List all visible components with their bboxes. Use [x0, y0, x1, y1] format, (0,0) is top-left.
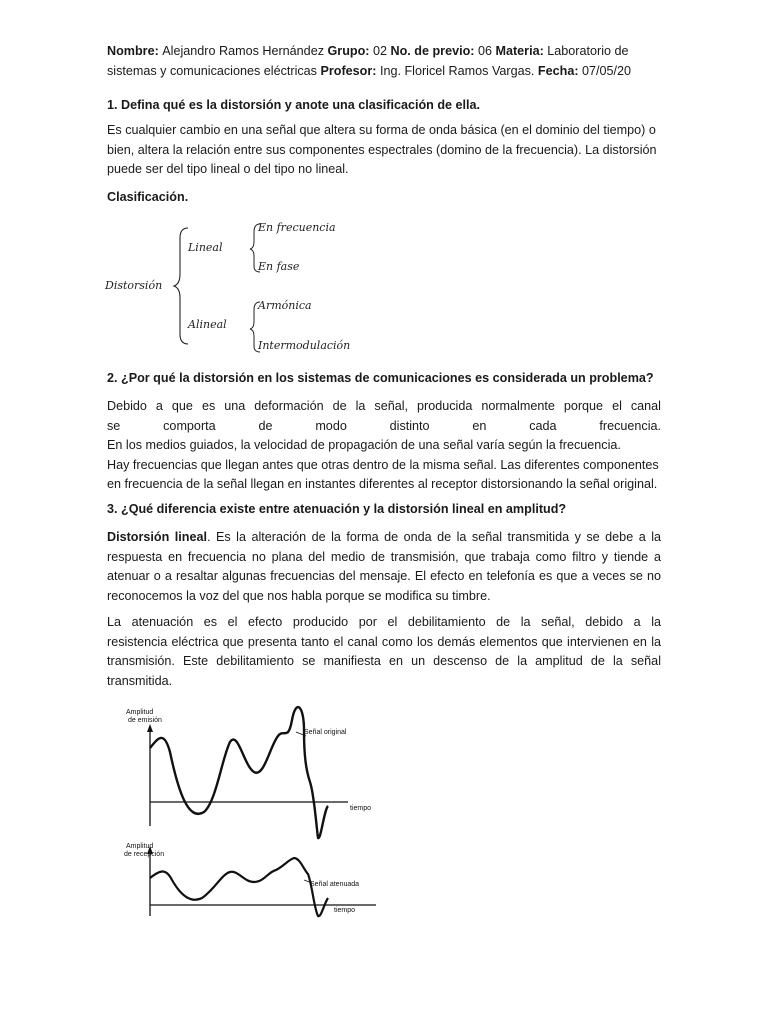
- answer-3-line: transmitida.: [107, 673, 173, 688]
- bottom-axis-label-recepcion: de recepción: [124, 851, 165, 858]
- bottom-curve-label: Señal atenuada: [310, 881, 360, 888]
- signal-attenuated-curve: [150, 858, 328, 916]
- question-1: 1. Defina qué es la distorsión y anote una clasificación de ella.: [107, 98, 481, 112]
- grupo-label: Grupo:: [327, 44, 370, 58]
- answer-1-line: puede ser del tipo lineal o del tipo no lineal.: [107, 162, 349, 176]
- tree-leaf-armonica: Armónica: [258, 299, 312, 312]
- answer-3-line: transmisión. Este debilitamiento se manifiesta en un descenso de la amplitud de la señal: [107, 654, 661, 668]
- answer-3-line: La atenuación es el efecto producido por el debilitamiento de la señal, debido a la: [107, 615, 661, 629]
- nombre-label: Nombre:: [107, 44, 159, 58]
- signal-original-curve: [150, 707, 328, 838]
- answer-2-line: en frecuencia de la señal llegan en instantes diferentes al receptor distorsionando la señal original.: [107, 477, 658, 491]
- tree-node-alineal: Alineal: [188, 318, 227, 331]
- question-2: 2. ¿Por qué la distorsión en los sistemas de comunicaciones es considerada un problema?: [107, 371, 654, 385]
- top-axis-label-amplitud: Amplitud: [126, 709, 154, 716]
- attenuation-diagram: [118, 690, 408, 930]
- answer-3-line: respuesta en frecuencia no plana del medio de transmisión, que trabaja como filtro y tiende a: [107, 549, 661, 564]
- tree-root-distorsion: Distorsión: [105, 279, 163, 292]
- answer-3-line: reconocemos la voz del que nos habla porque se modifica su timbre.: [107, 588, 491, 603]
- materia-value: Laboratorio de: [547, 44, 629, 58]
- answer-1-line: bien, altera la relación entre sus componentes espectrales (domino de la frecuencia). La distorsión: [107, 142, 657, 157]
- nombre-value: Alejandro Ramos Hernández: [162, 44, 324, 58]
- answer-2-line: En los medios guiados, la velocidad de propagación de una señal varía según la frecuencia.: [107, 438, 621, 452]
- distortion-classification-tree: [100, 214, 390, 364]
- fecha-label: Fecha:: [537, 63, 579, 78]
- answer-1-line: Es cualquier cambio en una señal que altera su forma de onda básica (en el dominio del tiempo) o: [107, 123, 656, 137]
- profesor-label: Profesor:: [320, 63, 377, 78]
- answer-3-line: resistencia eléctrica que presenta tanto el canal como los demás elementos que intervienen en la: [107, 634, 661, 649]
- answer-1: [107, 121, 661, 180]
- fecha-value: 07/05/20: [582, 63, 632, 78]
- attenuation-figure: [118, 690, 408, 930]
- distorsion-lineal-term: Distorsión lineal: [107, 530, 207, 544]
- previo-value: 06: [477, 44, 492, 58]
- answer-2-line: Hay frecuencias que llegan antes que otras dentro de la misma señal. Las diferentes componentes: [107, 457, 659, 472]
- answer-2-line: se comporta de modo distinto en cada frecuencia.: [107, 418, 661, 433]
- answer-3-paragraph-1: [107, 528, 661, 606]
- bottom-time-label: tiempo: [334, 907, 356, 914]
- tree-node-lineal: Lineal: [188, 241, 223, 254]
- top-y-axis-arrow: [147, 724, 153, 732]
- tree-leaf-en-fase: En fase: [258, 260, 300, 273]
- header-info: [107, 42, 661, 81]
- question-3: 3. ¿Qué diferencia existe entre atenuación y la distorsión lineal en amplitud?: [107, 502, 567, 516]
- tree-leaf-en-frecuencia: En frecuencia: [258, 221, 336, 234]
- answer-3-paragraph-2: [107, 613, 661, 691]
- top-curve-label: Señal original: [304, 729, 347, 736]
- profesor-value: Ing. Floricel Ramos Vargas.: [379, 63, 535, 78]
- previo-label: No. de previo:: [390, 44, 475, 58]
- bottom-axis-label-amplitud: Amplitud: [126, 843, 154, 850]
- materia-label: Materia:: [495, 44, 544, 58]
- clasificacion-heading: Clasificación.: [107, 190, 189, 204]
- materia-value-cont: sistemas y comunicaciones eléctricas: [107, 63, 317, 78]
- top-time-label: tiempo: [350, 805, 372, 812]
- grupo-value: 02: [372, 44, 387, 58]
- tree-leaf-intermodulacion: Intermodulación: [258, 339, 351, 352]
- answer-3-line: atenuar o a resaltar algunas frecuencias del mensaje. El efecto en telefonía es que a veces se no: [107, 569, 661, 583]
- answer-2-line: Debido a que es una deformación de la señal, producida normalmente porque el canal: [107, 399, 661, 413]
- answer-2: [107, 397, 661, 495]
- top-axis-label-emision: de emisión: [128, 717, 162, 724]
- answer-3-line: . Es la alteración de la forma de onda de la señal transmitida y se debe a la: [206, 530, 661, 544]
- main-brace: [174, 228, 188, 344]
